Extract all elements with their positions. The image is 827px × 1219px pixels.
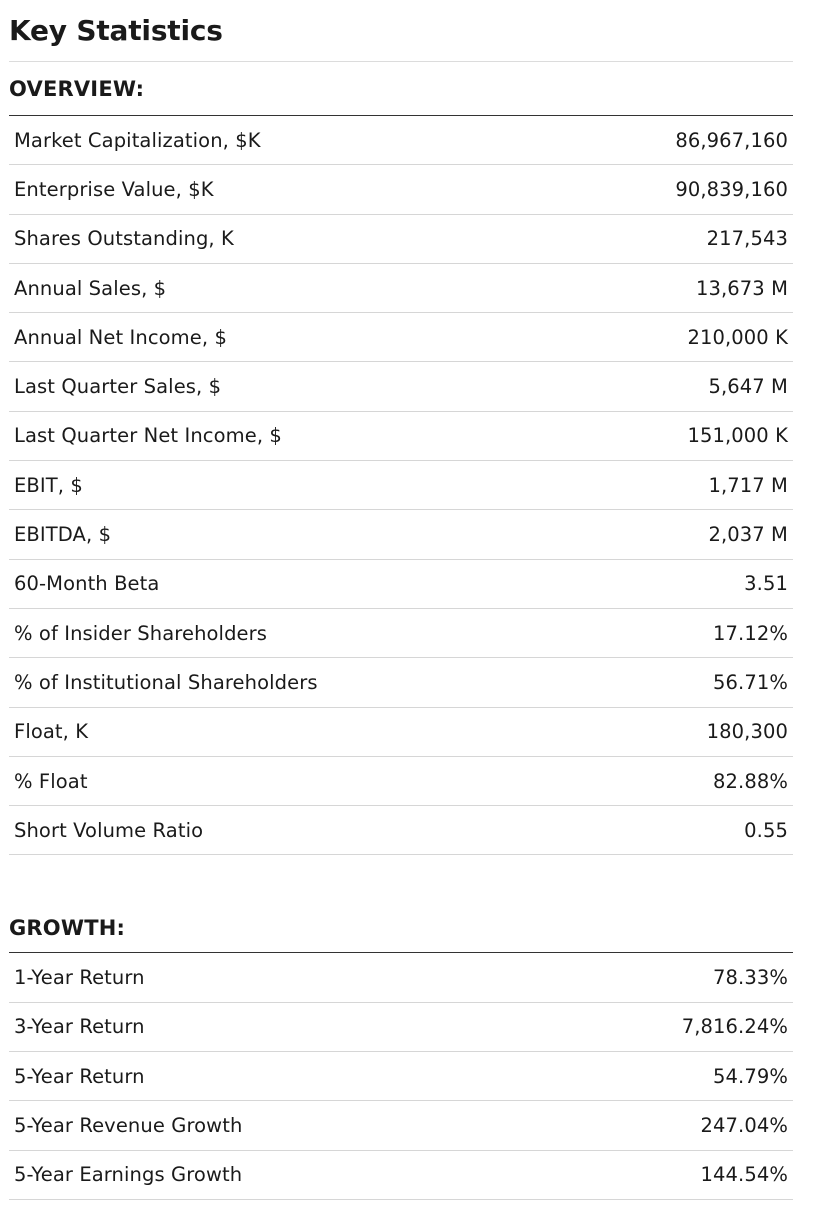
stat-value: 17.12% bbox=[713, 621, 788, 645]
stat-value: 13,673 M bbox=[695, 276, 788, 300]
stat-value: 86,967,160 bbox=[675, 128, 788, 152]
table-row bbox=[9, 461, 793, 510]
stat-value: 3.51 bbox=[744, 572, 788, 596]
table-row bbox=[9, 116, 793, 165]
table-row bbox=[9, 510, 793, 559]
stat-label: EBIT, $ bbox=[14, 473, 83, 497]
stat-label: % Float bbox=[14, 769, 88, 793]
stat-label: Last Quarter Net Income, $ bbox=[14, 424, 282, 448]
stat-value: 5,647 M bbox=[708, 375, 788, 399]
stat-value: 151,000 K bbox=[687, 424, 788, 448]
stat-label: Last Quarter Sales, $ bbox=[14, 375, 222, 399]
stat-value: 54.79% bbox=[713, 1064, 788, 1088]
stat-value: 210,000 K bbox=[687, 325, 788, 349]
stat-label: 5-Year Return bbox=[14, 1064, 145, 1088]
page-title: Key Statistics bbox=[9, 0, 793, 62]
table-row bbox=[9, 1101, 793, 1150]
stat-value: 180,300 bbox=[706, 720, 788, 744]
table-row bbox=[9, 264, 793, 313]
stat-label: 5-Year Revenue Growth bbox=[14, 1113, 243, 1137]
stat-value: 90,839,160 bbox=[675, 177, 788, 201]
table-row bbox=[9, 215, 793, 264]
stat-label: % of Institutional Shareholders bbox=[14, 670, 318, 694]
table-row bbox=[9, 165, 793, 214]
table-row bbox=[9, 412, 793, 461]
stat-label: Short Volume Ratio bbox=[14, 818, 204, 842]
table-row bbox=[9, 1003, 793, 1052]
stat-label: 1-Year Return bbox=[14, 966, 145, 990]
table-row bbox=[9, 953, 793, 1002]
stat-value: 56.71% bbox=[713, 670, 788, 694]
growth-table bbox=[9, 953, 793, 1199]
stat-label: Enterprise Value, $K bbox=[14, 177, 214, 201]
stat-label: Market Capitalization, $K bbox=[14, 128, 261, 152]
table-row bbox=[9, 609, 793, 658]
stat-label: % of Insider Shareholders bbox=[14, 621, 268, 645]
stat-label: 60-Month Beta bbox=[14, 572, 160, 596]
stat-label: 5-Year Earnings Growth bbox=[14, 1163, 243, 1187]
stat-value: 78.33% bbox=[713, 966, 788, 990]
stat-label: Float, K bbox=[14, 720, 89, 744]
table-row bbox=[9, 1052, 793, 1101]
table-row bbox=[9, 560, 793, 609]
overview-section-title: OVERVIEW: bbox=[9, 62, 793, 116]
table-row bbox=[9, 806, 793, 855]
stat-label: Annual Sales, $ bbox=[14, 276, 167, 300]
stat-label: Shares Outstanding, K bbox=[14, 227, 234, 251]
stat-value: 1,717 M bbox=[708, 473, 788, 497]
stat-value: 2,037 M bbox=[708, 523, 788, 547]
growth-section-title: GROWTH: bbox=[9, 904, 793, 953]
overview-table bbox=[9, 116, 793, 855]
table-row bbox=[9, 658, 793, 707]
stat-label: EBITDA, $ bbox=[14, 523, 112, 547]
stat-value: 82.88% bbox=[713, 769, 788, 793]
stat-value: 217,543 bbox=[706, 227, 788, 251]
key-statistics-panel bbox=[9, 0, 793, 1200]
stat-label: 3-Year Return bbox=[14, 1015, 145, 1039]
table-row bbox=[9, 362, 793, 411]
table-row bbox=[9, 708, 793, 757]
table-row bbox=[9, 313, 793, 362]
table-row bbox=[9, 757, 793, 806]
stat-value: 144.54% bbox=[700, 1163, 788, 1187]
stat-value: 0.55 bbox=[744, 818, 788, 842]
stat-value: 7,816.24% bbox=[681, 1015, 788, 1039]
stat-value: 247.04% bbox=[700, 1113, 788, 1137]
stat-label: Annual Net Income, $ bbox=[14, 325, 227, 349]
table-row bbox=[9, 1151, 793, 1200]
